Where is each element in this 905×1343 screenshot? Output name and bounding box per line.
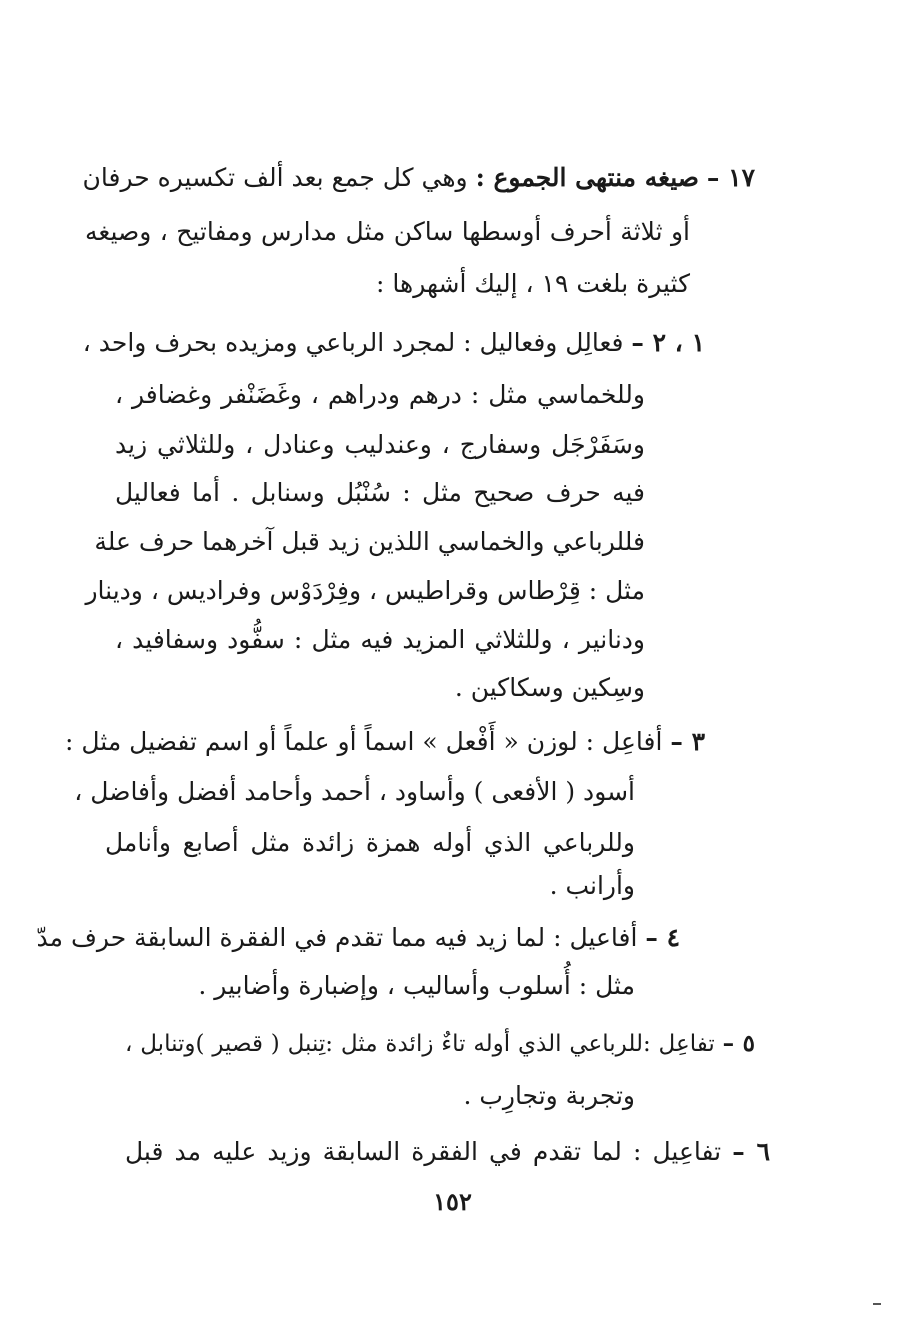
item-number: ٣ – (670, 727, 705, 756)
section-17-line-1 (82, 158, 755, 198)
section-text: كثيرة بلغت ١٩ ، إليك أشهرها : (376, 269, 690, 298)
item-number: ٥ – (722, 1030, 756, 1057)
item-text: تفاعِيل : لما تقدم في الفقرة السابقة وزيد عليه مد قبل (125, 1137, 722, 1166)
item-4-line-1 (36, 918, 680, 958)
section-17-line-3 (376, 264, 690, 304)
scan-mark (873, 1303, 881, 1305)
item-text: مثل : قِرْطاس وقراطيس ، وفِرْدَوْس وفراديس ، ودينار (85, 576, 645, 605)
item-1-2-line-4 (115, 473, 645, 513)
section-text: أو ثلاثة أحرف أوسطها ساكن مثل مدارس ومفاتيح ، وصيغه (85, 217, 690, 246)
item-text: وسَفَرْجَل وسفارج ، وعندليب وعنادل ، وللثلاثي زيد (115, 430, 645, 459)
item-text: أفاعيل : لما زيد فيه مما تقدم في الفقرة السابقة حرف مدّ (36, 923, 638, 952)
item-1-2-line-5 (94, 522, 645, 562)
item-text: تفاعِل :للرباعي الذي أوله تاءٌ زائدة مثل :تِنبل ( قصير )وتنابل ، (125, 1031, 715, 1057)
item-text: وتجربة وتجارِب . (463, 1081, 635, 1110)
item-5-line-2 (463, 1076, 635, 1116)
item-text: فللرباعي والخماسي اللذين زيد قبل آخرهما حرف علة (94, 527, 645, 556)
item-text: وللرباعي الذي أوله همزة زائدة مثل أصابع وأنامل (105, 828, 635, 857)
item-text: وأرانب . (549, 871, 635, 900)
section-text: وهي كل جمع بعد ألف تكسيره حرفان (82, 163, 468, 192)
item-5-line-1 (125, 1024, 755, 1064)
item-text: فعالِل وفعاليل : لمجرد الرباعي ومزيده بحرف واحد ، (82, 328, 624, 357)
section-17-line-2 (85, 212, 690, 252)
item-1-2-line-7 (115, 620, 645, 660)
section-number: ١٧ – (706, 163, 755, 192)
item-number: ٤ – (645, 923, 680, 952)
item-text: أسود ( الأفعى ) وأساود ، أحمد وأحامد أفضل وأفاضل ، (74, 777, 635, 806)
item-text: أفاعِل : لوزن « أَفْعل » اسماً أو علماً أو اسم تفضيل مثل : (65, 727, 663, 756)
item-3-line-4 (550, 866, 635, 906)
item-number: ٦ – (732, 1137, 770, 1166)
page-number: ١٥٢ (433, 1187, 472, 1216)
item-3-line-2 (74, 772, 635, 812)
item-6-line-1 (125, 1132, 770, 1172)
item-1-2-line-1 (82, 323, 705, 363)
item-1-2-line-8 (455, 668, 645, 708)
item-number: ١ ، ٢ – (631, 328, 705, 357)
item-1-2-line-6 (85, 571, 645, 611)
item-text: ودنانير ، وللثلاثي المزيد فيه مثل : سفُّود وسفافيد ، (115, 625, 645, 654)
item-1-2-line-2 (115, 375, 645, 415)
item-text: وللخماسي مثل : درهم ودراهم ، وغَضَنْفر وغضافر ، (115, 380, 645, 409)
item-4-line-2 (198, 966, 635, 1006)
item-text: مثل : أُسلوب وأساليب ، وإضبارة وأضابير . (198, 971, 635, 1000)
item-text: فيه حرف صحيح مثل : سُنْبُل وسنابل . أما فعاليل (115, 478, 645, 507)
item-3-line-1 (65, 722, 705, 762)
section-title: صيغه منتهى الجموع : (475, 163, 699, 192)
item-3-line-3 (105, 823, 635, 863)
item-1-2-line-3 (115, 425, 645, 465)
item-text: وسِكين وسكاكين . (454, 673, 645, 702)
